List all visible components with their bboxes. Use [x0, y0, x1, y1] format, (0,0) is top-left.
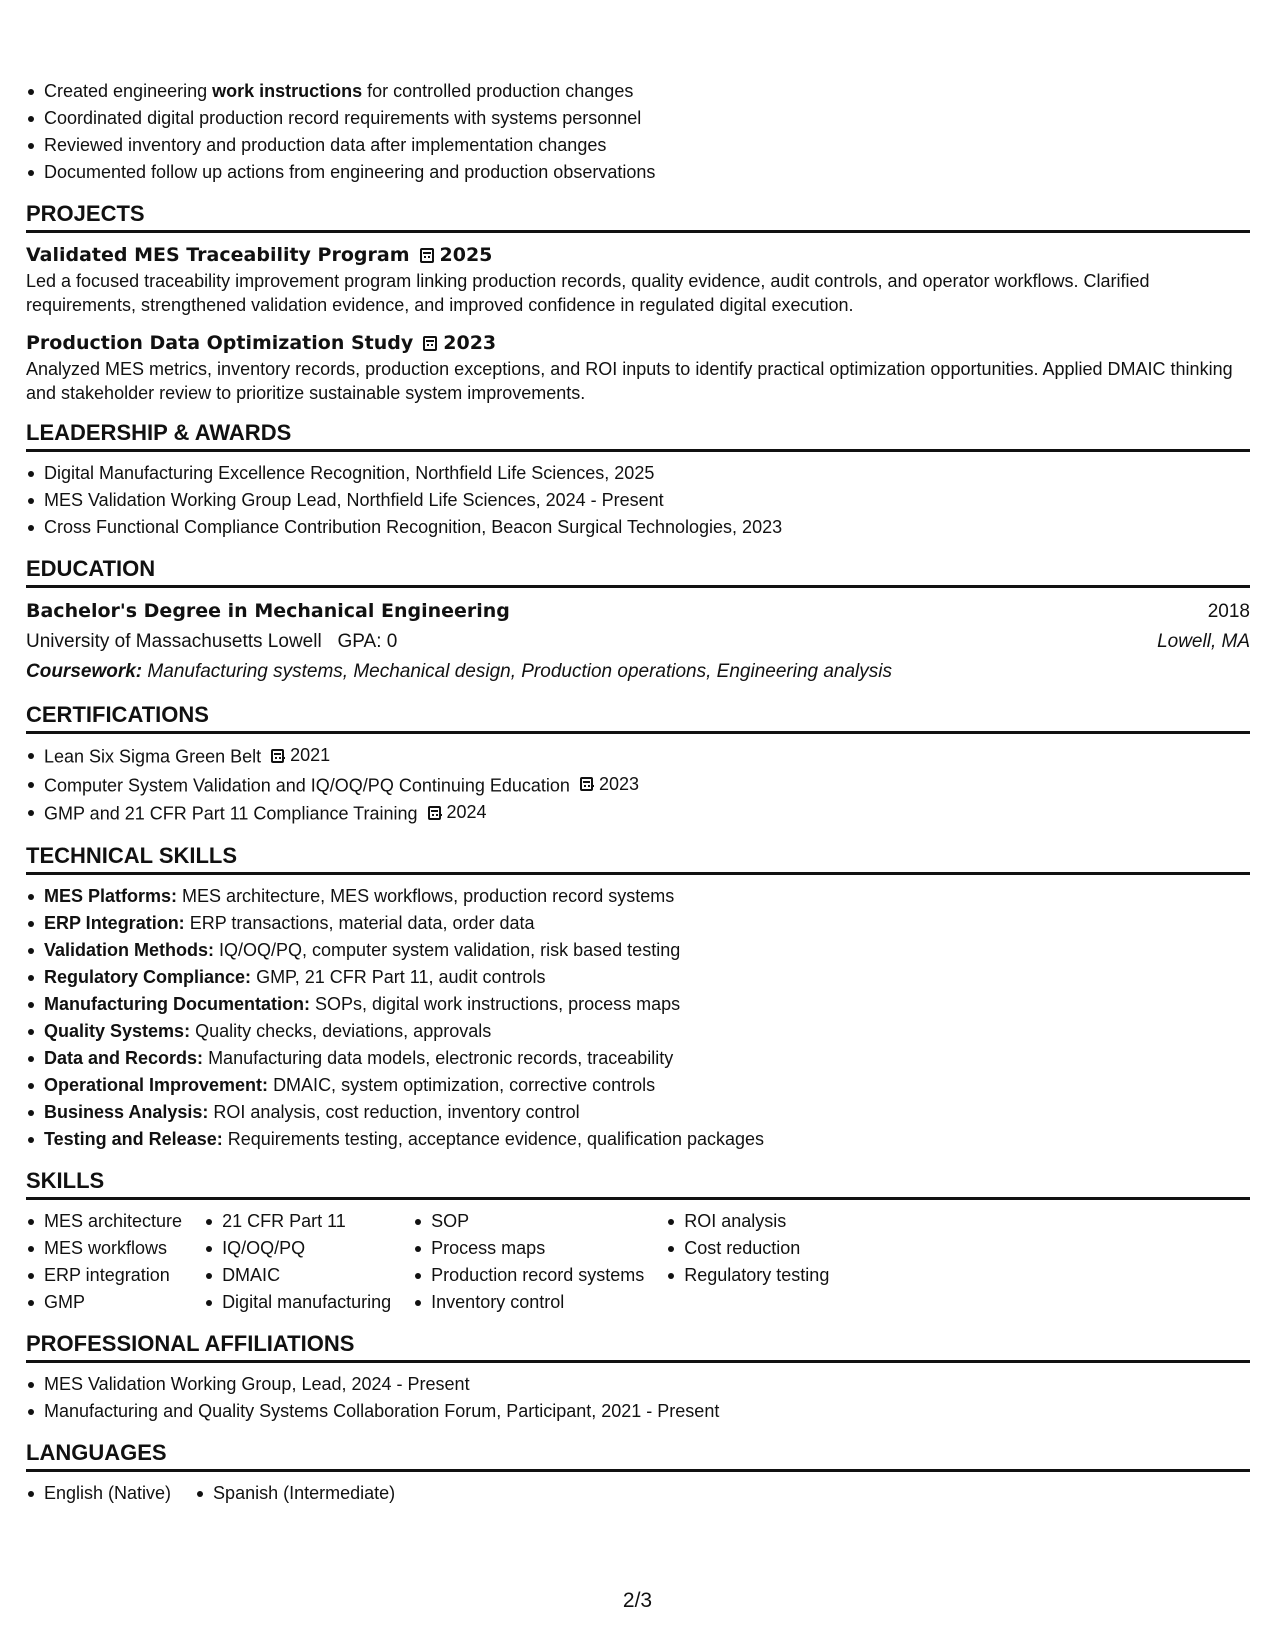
list-item: MES Validation Working Group Lead, Northfield Life Sciences, 2024 - Present: [44, 487, 1250, 514]
list-item: GMP: [44, 1289, 182, 1316]
list-item: Manufacturing and Quality Systems Collaboration Forum, Participant, 2021 - Present: [44, 1398, 1250, 1425]
project-year: 2023: [443, 332, 497, 354]
list-item: English (Native): [44, 1480, 171, 1507]
section-title: TECHNICAL SKILLS: [26, 842, 1250, 875]
gpa: GPA: 0: [337, 631, 398, 652]
technical-skills-section: [26, 842, 1250, 1153]
skills-section: [26, 1167, 1250, 1316]
list-item: Lean Six Sigma Green Belt 2021: [44, 742, 1250, 771]
list-item: Data and Records: Manufacturing data models, electronic records, traceability: [44, 1045, 1250, 1072]
experience-bullets: [26, 78, 1250, 186]
list-item: MES architecture: [44, 1208, 182, 1235]
list-item: GMP and 21 CFR Part 11 Compliance Training 2024: [44, 799, 1250, 828]
list-item: SOP: [431, 1208, 644, 1235]
list-item: Quality Systems: Quality checks, deviations, approvals: [44, 1018, 1250, 1045]
school-location: Lowell, MA: [1157, 631, 1250, 652]
leadership-section: [26, 419, 1250, 541]
list-item: Validation Methods: IQ/OQ/PQ, computer system validation, risk based testing: [44, 937, 1250, 964]
project-description: Analyzed MES metrics, inventory records, production exceptions, and ROI inputs to identify practical optimization opportunities. Applied DMAIC thinking and stakeholder review to prioritize sustainable system improvements.: [26, 359, 1233, 403]
list-item: Spanish (Intermediate): [213, 1480, 395, 1507]
page-number: 2/3: [622, 1589, 653, 1612]
calendar-icon: [580, 777, 593, 791]
section-title: CERTIFICATIONS: [26, 701, 1250, 734]
list-item: Digital Manufacturing Excellence Recognition, Northfield Life Sciences, 2025: [44, 460, 1250, 487]
list-item: Inventory control: [431, 1289, 644, 1316]
section-title: LANGUAGES: [26, 1439, 1250, 1472]
list-item: Digital manufacturing: [222, 1289, 391, 1316]
project-title: Validated MES Traceability Program 2025: [26, 241, 1250, 269]
skills-columns: [26, 1208, 1250, 1316]
graduation-year: 2018: [1207, 601, 1250, 622]
list-item: 21 CFR Part 11: [222, 1208, 391, 1235]
list-item: Production record systems: [431, 1262, 644, 1289]
list-item: ERP Integration: ERP transactions, material data, order data: [44, 910, 1250, 937]
calendar-icon: [423, 336, 437, 351]
certifications-section: [26, 701, 1250, 828]
list-item: ERP integration: [44, 1262, 182, 1289]
resume-page: [26, 78, 1250, 1507]
list-item: Business Analysis: ROI analysis, cost reduction, inventory control: [44, 1099, 1250, 1126]
list-item: DMAIC: [222, 1262, 391, 1289]
list-item: Regulatory Compliance: GMP, 21 CFR Part 11, audit controls: [44, 964, 1250, 991]
section-title: LEADERSHIP & AWARDS: [26, 419, 1250, 452]
list-item: Cross Functional Compliance Contribution Recognition, Beacon Surgical Technologies, 2023: [44, 514, 1250, 541]
education-section: [26, 555, 1250, 687]
section-title: EDUCATION: [26, 555, 1250, 588]
calendar-icon: [428, 806, 441, 820]
school-name: University of Massachusetts Lowell: [26, 631, 322, 652]
list-item: MES Validation Working Group, Lead, 2024 - Present: [44, 1371, 1250, 1398]
projects-section: [26, 200, 1250, 405]
list-item: Reviewed inventory and production data after implementation changes: [44, 132, 1250, 159]
calendar-icon: [420, 248, 434, 263]
languages-section: [26, 1439, 1250, 1507]
list-item: Process maps: [431, 1235, 644, 1262]
list-item: Coordinated digital production record requirements with systems personnel: [44, 105, 1250, 132]
list-item: Computer System Validation and IQ/OQ/PQ Continuing Education 2023: [44, 771, 1250, 800]
coursework: Coursework: Manufacturing systems, Mechanical design, Production operations, Engineering analysis: [26, 661, 892, 682]
degree: Bachelor's Degree in Mechanical Engineering: [26, 600, 510, 622]
list-item: MES workflows: [44, 1235, 182, 1262]
list-item: IQ/OQ/PQ: [222, 1235, 391, 1262]
project-title: Production Data Optimization Study 2023: [26, 329, 1250, 357]
list-item: Created engineering work instructions for controlled production changes: [44, 78, 1250, 105]
list-item: ROI analysis: [684, 1208, 829, 1235]
list-item: Regulatory testing: [684, 1262, 829, 1289]
list-item: Documented follow up actions from engineering and production observations: [44, 159, 1250, 186]
section-title: PROJECTS: [26, 200, 1250, 233]
list-item: Manufacturing Documentation: SOPs, digital work instructions, process maps: [44, 991, 1250, 1018]
list-item: Cost reduction: [684, 1235, 829, 1262]
list-item: Operational Improvement: DMAIC, system optimization, corrective controls: [44, 1072, 1250, 1099]
calendar-icon: [271, 749, 284, 763]
section-title: SKILLS: [26, 1167, 1250, 1200]
list-item: MES Platforms: MES architecture, MES workflows, production record systems: [44, 883, 1250, 910]
affiliations-section: [26, 1330, 1250, 1425]
project-description: Led a focused traceability improvement program linking production records, quality evidence, audit controls, and operator workflows. Clarified requirements, strengthened validation evidence, and improved confidence in regulated digital execution.: [26, 271, 1150, 315]
project-year: 2025: [439, 244, 493, 266]
list-item: Testing and Release: Requirements testing, acceptance evidence, qualification packages: [44, 1126, 1250, 1153]
section-title: PROFESSIONAL AFFILIATIONS: [26, 1330, 1250, 1363]
